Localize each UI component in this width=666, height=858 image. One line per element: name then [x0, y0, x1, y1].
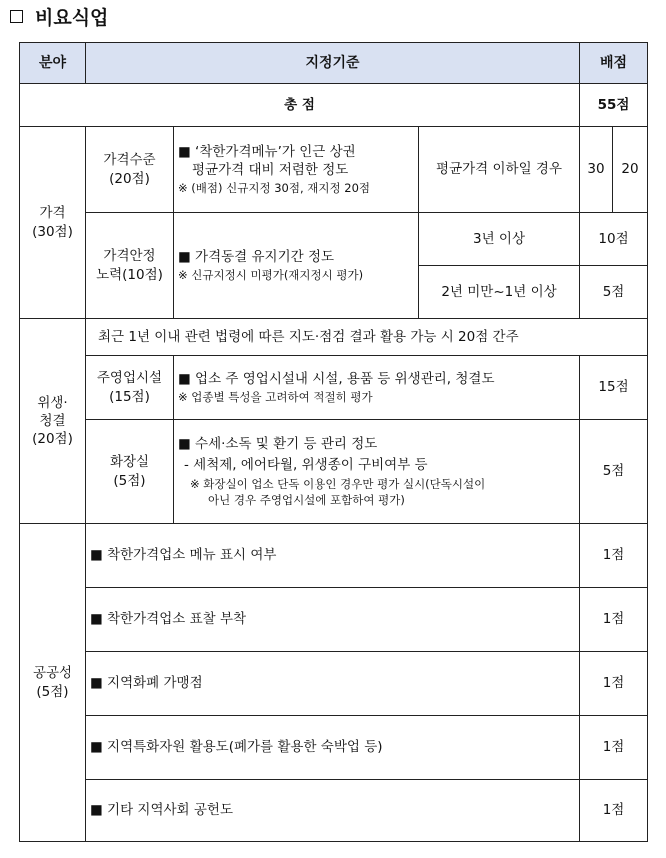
header-score: 배점	[580, 43, 648, 84]
price-level-line2: 평균가격 대비 저렴한 정도	[192, 161, 349, 178]
price-stability-cond2: 2년 미만~1년 이상	[419, 266, 580, 319]
hygiene-category1: 위생·	[37, 394, 68, 411]
public-item-label: ■ 기타 지역사회 공헌도	[86, 780, 580, 842]
price-level-score-re: 20	[613, 127, 648, 213]
table-header-row	[20, 43, 648, 84]
price-stability-score1: 10점	[580, 213, 648, 266]
price-level-desc	[174, 127, 419, 213]
hygiene-note: 최근 1년 이내 관련 법령에 따른 지도·점검 결과 활용 가능 시 20점 간주	[86, 319, 648, 356]
price-category-score: (30점)	[32, 223, 73, 240]
price-level-condition: 평균가격 이하일 경우	[419, 127, 580, 213]
public-item-points: 1점	[580, 716, 648, 780]
public-row-2	[20, 588, 648, 652]
hygiene-restroom-line2: - 세척제, 에어타월, 위생종이 구비여부 등	[184, 456, 428, 473]
hygiene-restroom-score: (5점)	[113, 472, 146, 489]
public-item-label: ■ 지역특화자원 활용도(폐가를 활용한 숙박업 등)	[86, 716, 580, 780]
price-stability-name2: 노력(10점)	[96, 266, 163, 283]
section-title-text: 비요식업	[35, 6, 109, 29]
hygiene-restroom-desc	[174, 420, 580, 524]
hygiene-facility-desc	[174, 356, 580, 420]
price-stability-desc	[174, 213, 419, 319]
header-field: 분야	[20, 43, 86, 84]
hygiene-facility-row	[20, 356, 648, 420]
price-level-score: (20점)	[109, 170, 150, 187]
hygiene-restroom-name-cell	[86, 420, 174, 524]
price-stability-name1: 가격안정	[103, 248, 156, 265]
public-category-cell	[20, 524, 86, 842]
price-category-cell	[20, 127, 86, 319]
public-item-points: 1점	[580, 588, 648, 652]
public-item-label: ■ 착한가격업소 표찰 부착	[86, 588, 580, 652]
hygiene-restroom-line1: ■ 수세·소독 및 환기 등 관리 정도	[178, 435, 378, 452]
price-stability-score2: 5점	[580, 266, 648, 319]
price-stability-row	[20, 213, 648, 266]
public-row-4	[20, 716, 648, 780]
public-row-1	[20, 524, 648, 588]
price-stability-name-cell	[86, 213, 174, 319]
total-value: 55점	[580, 84, 648, 127]
price-stability-line1: ■ 가격동결 유지기간 정도	[178, 248, 335, 265]
price-level-line1: ■ ‘착한가격메뉴’가 인근 상권	[178, 143, 356, 160]
hygiene-note-row	[20, 319, 648, 356]
public-row-3	[20, 652, 648, 716]
hygiene-restroom-points: 5점	[580, 420, 648, 524]
hygiene-category-cell	[20, 319, 86, 524]
hygiene-restroom-name: 화장실	[109, 454, 150, 471]
hygiene-restroom-note2: 아닌 경우 주영업시설에 포함하여 평가)	[208, 492, 405, 507]
section-title	[10, 4, 108, 28]
hygiene-restroom-note1: ※ 화장실이 업소 단독 이용인 경우만 평가 실시(단독시설이	[190, 477, 486, 492]
price-stability-note: ※ 신규지정시 미평가(재지정시 평가)	[178, 267, 364, 282]
price-level-note: ※ (배점) 신규지정 30점, 재지정 20점	[178, 180, 371, 195]
hygiene-facility-score: (15점)	[109, 388, 150, 405]
header-criteria: 지정기준	[86, 43, 580, 84]
hygiene-facility-note: ※ 업종별 특성을 고려하여 적절히 평가	[178, 389, 373, 404]
public-item-points: 1점	[580, 524, 648, 588]
public-item-points: 1점	[580, 780, 648, 842]
hygiene-facility-points: 15점	[580, 356, 648, 420]
public-item-label: ■ 착한가격업소 메뉴 표시 여부	[86, 524, 580, 588]
hygiene-facility-name: 주영업시설	[96, 370, 163, 387]
price-category: 가격	[39, 205, 66, 222]
public-category-score: (5점)	[36, 683, 69, 700]
criteria-table	[19, 42, 648, 842]
price-level-name: 가격수준	[103, 152, 156, 169]
hygiene-restroom-row	[20, 420, 648, 524]
price-level-score-new: 30	[580, 127, 613, 213]
public-row-5	[20, 780, 648, 842]
price-level-name-cell	[86, 127, 174, 213]
public-item-label: ■ 지역화폐 가맹점	[86, 652, 580, 716]
public-category: 공공성	[32, 665, 73, 682]
price-stability-cond1: 3년 이상	[419, 213, 580, 266]
hygiene-facility-line1: ■ 업소 주 영업시설내 시설, 용품 등 위생관리, 청결도	[178, 370, 495, 387]
total-row	[20, 84, 648, 127]
public-item-points: 1점	[580, 652, 648, 716]
hygiene-category-score: (20점)	[32, 431, 73, 448]
hygiene-facility-name-cell	[86, 356, 174, 420]
price-level-row	[20, 127, 648, 213]
total-label: 총 점	[20, 84, 580, 127]
checkbox-square-icon	[10, 10, 23, 23]
hygiene-restroom-note	[178, 477, 575, 508]
hygiene-category2: 청결	[39, 412, 66, 429]
